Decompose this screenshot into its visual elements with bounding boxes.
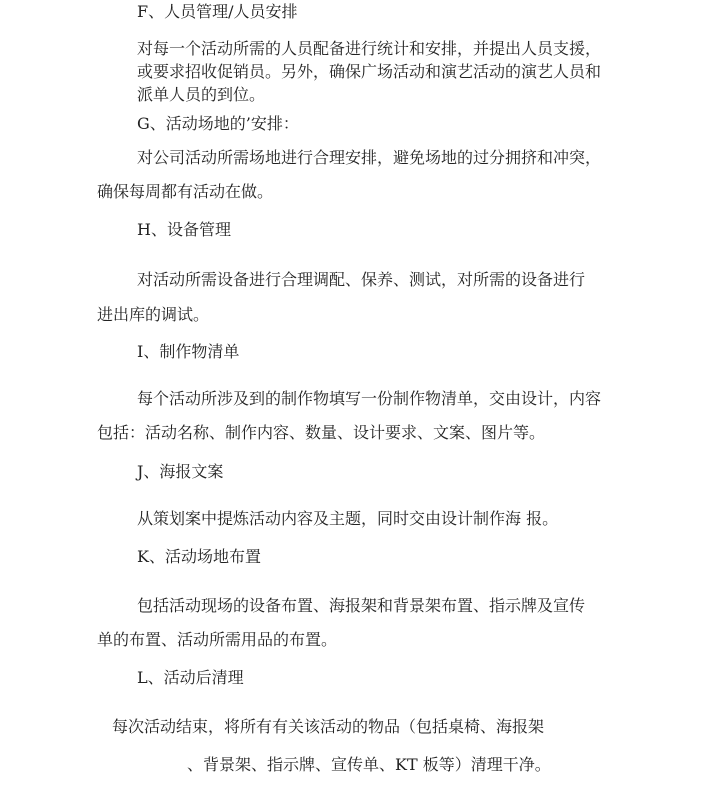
section-heading: H、设备管理 [137, 220, 231, 239]
paragraph-line: 或要求招收促销员。另外，确保广场活动和演艺活动的演艺人员和 [137, 62, 602, 81]
paragraph-line: 从策划案中提炼活动内容及主题，同时交由设计制作海 报。 [137, 509, 559, 528]
paragraph-line: 包括：活动名称、制作内容、数量、设计要求、文案、图片等。 [97, 423, 546, 442]
paragraph-line: 确保每周都有活动在做。 [97, 182, 274, 201]
paragraph-line: 对公司活动所需场地进行合理安排，避免场地的过分拥挤和冲突， [137, 148, 602, 167]
section-heading: G、活动场地的’安排： [137, 114, 299, 133]
section-heading: L、活动后清理 [137, 668, 244, 687]
section-heading: F、人员管理/人员安排 [137, 2, 298, 21]
paragraph-line: 派单人员的到位。 [137, 85, 266, 104]
paragraph-line: 、背景架、指示牌、宣传单、KT 板等）清理干净。 [187, 755, 551, 774]
paragraph-line: 单的布置、活动所需用品的布置。 [97, 630, 338, 649]
paragraph-line: 包括活动现场的设备布置、海报架和背景架布置、指示牌及宣传 [137, 596, 586, 615]
section-heading: J、海报文案 [137, 462, 224, 481]
section-heading: I、制作物清单 [137, 342, 240, 361]
section-heading: K、活动场地布置 [137, 547, 261, 566]
paragraph-line: 每个活动所涉及到的制作物填写一份制作物清单，交由设计，内容 [137, 389, 602, 408]
paragraph-line: 每次活动结束，将所有有关该活动的物品（包括桌椅、海报架 [112, 717, 545, 736]
paragraph-line: 对活动所需设备进行合理调配、保养、测试，对所需的设备进行 [137, 270, 586, 289]
paragraph-line: 进出库的调试。 [97, 305, 210, 324]
paragraph-line: 对每一个活动所需的人员配备进行统计和安排，并提出人员支援， [137, 39, 602, 58]
